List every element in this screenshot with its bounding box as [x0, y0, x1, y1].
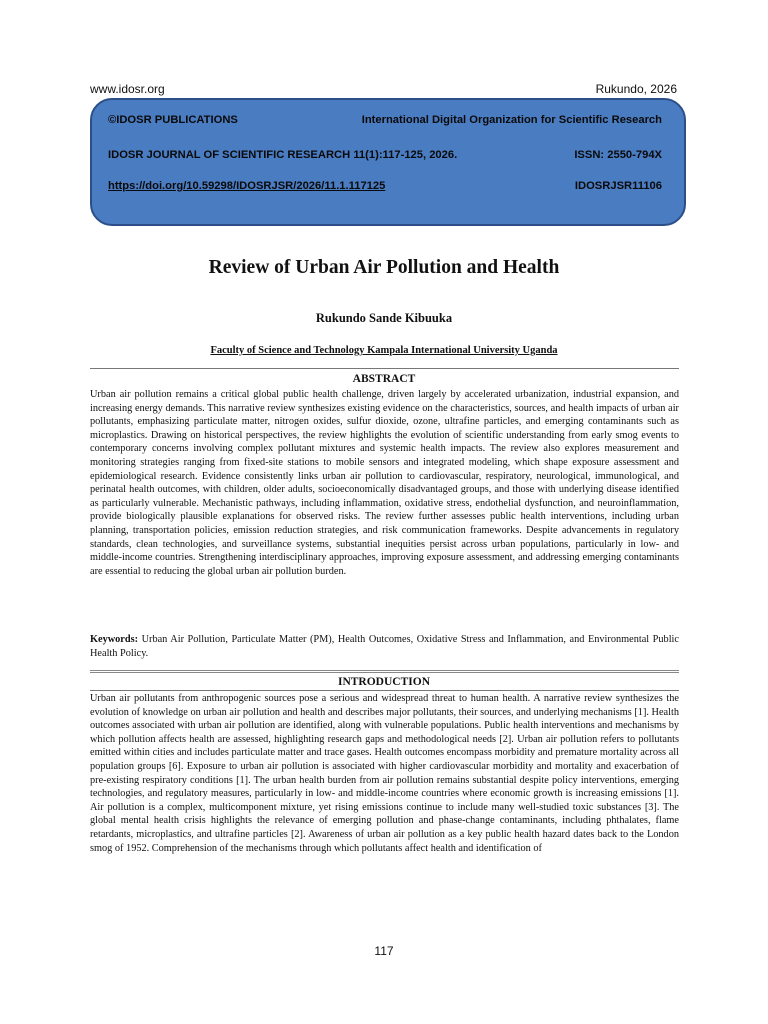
abstract-text: Urban air pollution remains a critical global public health challenge, driven largely by accelerated urbanization, industrial expansion, and increasing energy demands. This narrative review synthesizes existing evidence on the characteristics, sources, and health impacts of urban air pollutants, emphasizing particulate matter, nitrogen oxides, sulfur dioxide, ozone, ultrafine particles, and emerging contaminants such as microplastics. Drawing on historical perspectives, the review highlights the evolution of scientific understanding from early smog events to contemporary concerns involving complex pollutant mixtures and systemic health impacts. The review also explores measurement and monitoring strategies ranging from fixed-site stations to mobile sensors and integrated modeling, which shape exposure assessment and epidemiological research. Evidence consistently links urban air pollution to cardiovascular, respiratory, neurological, immunological, and perinatal health outcomes, with children, older adults, socioeconomically disadvantaged groups, and those with underlying disease identified as particularly vulnerable. Mechanistic pathways, including inflammation, oxidative stress, endothelial dysfunction, and neuroinflammation, provide biologically plausible explanations for observed risks. The review further assesses public health interventions, including urban planning, transportation policies, emission reduction strategies, and risk communication frameworks. Despite advancements in regulatory standards, clean technologies, and surveillance systems, substantial inequities persist across urban populations, particularly in low- and middle-income countries. Strengthening interdisciplinary approaches, improving exposure assessment, and addressing emerging contaminants are essential to reducing the global urban air pollution burden.	[90, 389, 679, 577]
introduction-heading: INTRODUCTION	[337, 676, 430, 688]
organization-name: International Digital Organization for Scientific Research	[361, 114, 662, 126]
issn-label: ISSN: 2550-794X	[574, 149, 662, 161]
publisher-label: ©IDOSR PUBLICATIONS	[108, 114, 238, 126]
page-number: 117	[374, 944, 394, 958]
doi-link[interactable]: https://doi.org/10.59298/IDOSRJSR/2026/11.1.117125	[108, 180, 386, 192]
author-affiliation: Faculty of Science and Technology Kampala International University Uganda	[210, 345, 558, 356]
abstract-top-rule	[90, 368, 679, 369]
introduction-text: Urban air pollutants from anthropogenic sources pose a serious and widespread threat to human health. A narrative review synthesizes the evolution of knowledge on urban air pollution and health and describes major pollutants, their sources, and underlying mechanisms [1]. Health outcomes associated with urban air pollution are identified, along with vulnerable populations. Public health interventions and mechanisms by which pollution affects health are assessed, highlighting research gaps and methodological needs [2]. Urban air pollution refers to pollutants emitted within cities and includes particulate matter and trace gases. Health outcomes encompass morbidity and premature mortality across all population groups [6]. Exposure to urban air pollution is associated with higher cardiovascular morbidity and mortality and exacerbation of pre-existing respiratory conditions [1]. The urban health burden from air pollution remains substantial despite policy interventions, emerging technologies, and regulatory measures, particularly in low- and middle-income countries where economic growth is increasing emissions [1]. Air pollution is a complex, multicomponent mixture, yet rising emissions continue to include many well-studied toxic substances [3]. The global mental health crisis highlights the relevance of emerging pollution and phase-change contaminants, including phthalates, flame retardants, microplastics, and ultrafine particles [2]. Awareness of urban air pollution as a key public health hazard dates back to the London smog of 1952. Comprehension of the mechanisms through which pollutants affect health and identification of	[90, 693, 679, 854]
article-id: IDOSRJSR11106	[574, 180, 662, 192]
keywords-text: Urban Air Pollution, Particulate Matter (PM), Health Outcomes, Oxidative Stress and Inflammation, and Environmental Public Health Policy.	[90, 634, 679, 659]
running-author-year: Rukundo, 2026	[595, 82, 677, 96]
journal-banner	[90, 98, 686, 226]
journal-website: www.idosr.org	[90, 82, 165, 96]
author-name: Rukundo Sande Kibuuka	[315, 311, 453, 325]
keywords-line	[90, 633, 679, 660]
journal-citation: IDOSR JOURNAL OF SCIENTIFIC RESEARCH 11(1):117-125, 2026.	[108, 149, 458, 161]
keywords-label: Keywords:	[90, 634, 139, 645]
introduction-underline-rule	[90, 690, 679, 691]
introduction-top-rule	[90, 670, 679, 673]
paper-title: Review of Urban Air Pollution and Health	[208, 257, 560, 278]
abstract-heading: ABSTRACT	[352, 373, 416, 385]
